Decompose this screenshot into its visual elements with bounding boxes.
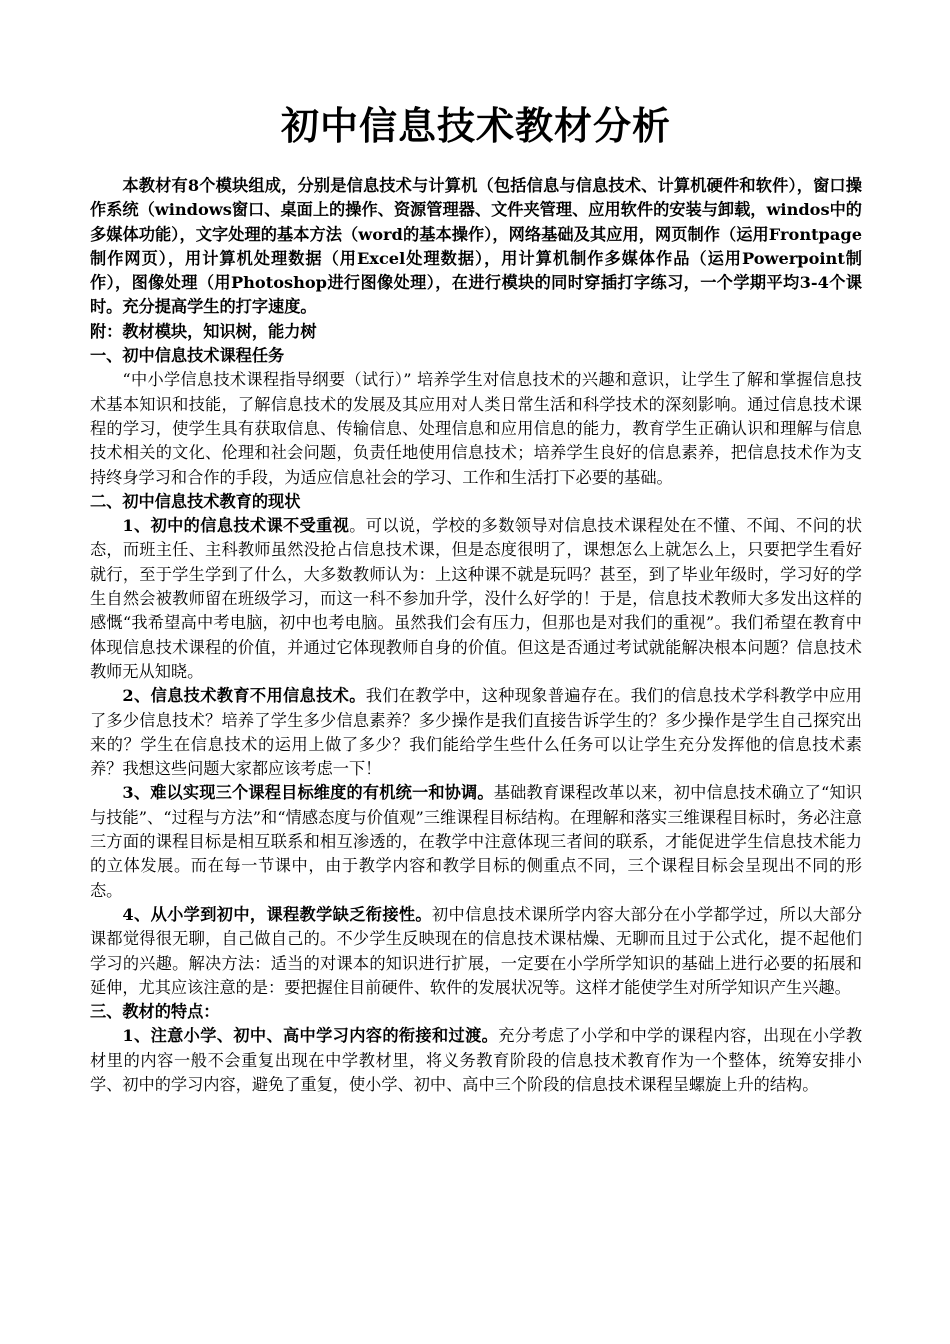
item-lead: 4、从小学到初中，课程教学缺乏衔接性。: [122, 904, 432, 924]
section3-item-1: [90, 1024, 862, 1097]
item-lead: 2、信息技术教育不用信息技术。: [122, 686, 366, 706]
item-text: 充分考虑了小学和中学的课程内容，出现在小学教材里的内容一般不会重复出现在中学教材里，将义务教育阶段的信息技术教育作为一个整体，统筹安排小学、初中的学习内容，避免了重复，使小学、初中、高中三个阶段的信息技术课程呈螺旋上升的结构。: [90, 1026, 863, 1094]
appendix-line: 附：教材模块，知识树，能力树: [90, 321, 317, 341]
item-text: 基础教育课程改革以来，初中信息技术确立了“知识与技能”、“过程与方法”和“情感态度与价值观”三维课程目标结构。在理解和落实三维课程目标时，务必注意三方面的课程目标是相互联系和相互渗透的，在教学中注意体现三者间的联系，才能促进学生信息技术能力的立体发展。而在每一节课中，由于教学内容和教学目标的侧重点不同，三个课程目标会呈现出不同的形态。: [90, 783, 862, 900]
section2-item-1: [90, 514, 862, 684]
section2-item-3: [90, 781, 862, 902]
item-lead: 1、初中的信息技术课不受重视: [122, 516, 350, 536]
document-title: 初中信息技术教材分析: [280, 104, 671, 148]
item-text: 初中信息技术课所学内容大部分在小学都学过，所以大部分课都觉得很无聊，自己做自己的。不少学生反映现在的信息技术课枯燥、无聊而且过于公式化，提不起他们学习的兴趣。解决方法：适当的对课本的知识进行扩展，一定要在小学所学知识的基础上进行必要的拓展和延伸，尤其应该注意的是：要把握住目前硬件、软件的发展状况等。这样才能使学生对所学知识产生兴趣。: [90, 904, 863, 997]
document-page: [90, 96, 862, 1097]
item-lead: 1、注意小学、初中、高中学习内容的衔接和过渡。: [122, 1026, 499, 1046]
section1-heading: 一、初中信息技术课程任务: [90, 346, 285, 366]
section1-paragraph: “中小学信息技术课程指导纲要（试行）” 培养学生对信息技术的兴趣和意识，让学生了解和掌握信息技术基本知识和技能，了解信息技术的发展及其应用对人类日常生活和科学技术的深刻影响。通过信息技术课程的学习，使学生具有获取信息、传输信息、处理信息和应用信息的能力，教育学生正确认识和理解与信息技术相关的文化、伦理和社会问题，负责任地使用信息技术；培养学生良好的信息素养，把信息技术作为支持终身学习和合作的手段，为适应信息社会的学习、工作和生活打下必要的基础。: [90, 370, 862, 487]
section2-item-2: [90, 684, 862, 781]
intro-paragraph: 本教材有8个模块组成，分别是信息技术与计算机（包括信息与信息技术、计算机硬件和软件），窗口操作系统（windows窗口、桌面上的操作、资源管理器、文件夹管理、应用软件的安装与卸载，windos中的多媒体功能），文字处理的基本方法（word的基本操作），网络基础及其应用，网页制作（运用Frontpage制作网页），用计算机处理数据（用Excel处理数据），用计算机制作多媒体作品（运用Powerpoint制作），图像处理（用Photoshop进行图像处理），在进行模块的同时穿插打字练习，一个学期平均3-4个课时。充分提高学生的打字速度。: [90, 176, 862, 317]
section2-heading: 二、初中信息技术教育的现状: [90, 491, 301, 511]
item-text: 我们在教学中，这种现象普遍存在。我们的信息技术学科教学中应用了多少信息技术？培养了学生多少信息素养？多少操作是我们直接告诉学生的？多少操作是学生自己探究出来的？学生在信息技术的运用上做了多少？我们能给学生些什么任务可以让学生充分发挥他的信息技术素养？我想这些问题大家都应该考虑一下！: [90, 686, 862, 779]
section2-item-4: [90, 903, 862, 1000]
section3-heading: 三、教材的特点：: [90, 1002, 220, 1022]
item-lead: 3、难以实现三个课程目标维度的有机统一和协调。: [122, 783, 494, 803]
item-text: 。可以说，学校的多数领导对信息技术课程处在不懂、不闻、不问的状态，而班主任、主科教师虽然没抢占信息技术课，但是态度很明了，课想怎么上就怎么上，只要把学生看好就行，至于学生学到了什么，大多数教师认为：上这种课不就是玩吗？甚至，到了毕业年级时，学习好的学生自然会被教师留在班级学习，而这一科不参加升学，没什么好学的！于是，信息技术教师大多发出这样的感慨“我希望高中考电脑，初中也考电脑。虽然我们会有压力，但那也是对我们的重视”。我们希望在教育中体现信息技术课程的价值，并通过它体现教师自身的价值。但这是否通过考试就能解决根本问题？信息技术教师无从知晓。: [90, 516, 863, 681]
